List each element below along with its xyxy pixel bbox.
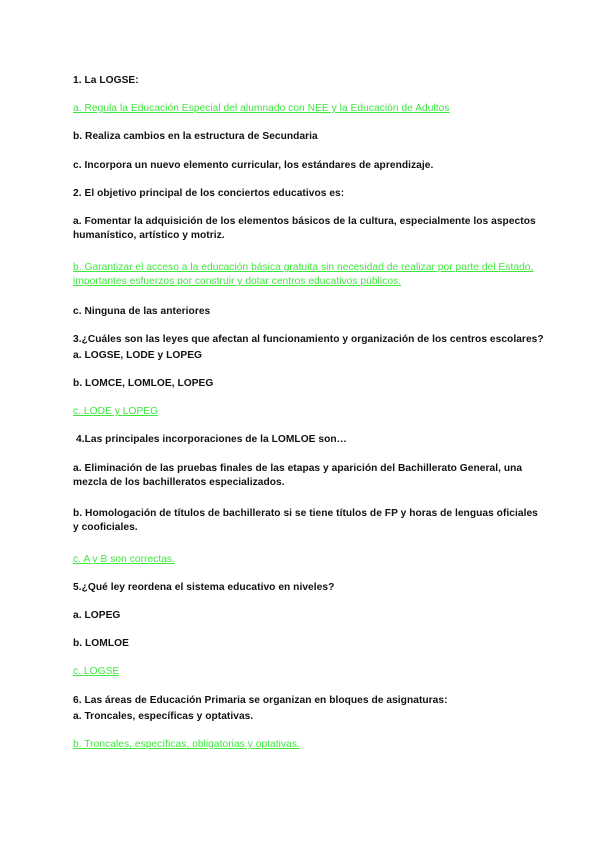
question-6-option-a: a. Troncales, específicas y optativas. [73,711,254,722]
question-1-prompt: 1. La LOGSE: [73,75,139,86]
question-6-option-b-correct: b. Troncales, específicas, obligatorias y optativas. [73,739,300,750]
question-5-prompt: 5.¿Qué ley reordena el sistema educativo en niveles? [73,582,335,593]
question-3-prompt: 3.¿Cuáles son las leyes que afectan al funcionamiento y organización de los centros escolares? [73,334,544,345]
question-3-option-a: a. LOGSE, LODE y LOPEG [73,350,203,361]
question-5-option-b: b. LOMLOE [73,638,129,649]
question-1-option-c: c. Incorpora un nuevo elemento curricular, los estándares de aprendizaje. [73,160,434,171]
question-4-option-a: a. Eliminación de las pruebas finales de las etapas y aparición del Bachillerato General, una mezcla de los bachilleratos especializados. [73,463,523,488]
question-2-option-a: a. Fomentar la adquisición de los elementos básicos de la cultura, especialmente los aspectos humanístico, artístico y motriz. [73,216,536,241]
question-3-option-c-correct: c. LODE y LOPEG [73,406,159,417]
question-5-option-c-correct: c. LOGSE [73,666,120,677]
question-5-option-a: a. LOPEG [73,610,121,621]
question-1-option-b: b. Realiza cambios en la estructura de Secundaria [73,131,318,142]
question-2-prompt: 2. El objetivo principal de los conciertos educativos es: [73,188,345,199]
question-4-option-b: b. Homologación de títulos de bachillerato si se tiene títulos de FP y horas de lenguas oficiales y cooficiales. [73,508,538,533]
question-2-option-c: c. Ninguna de las anteriores [73,306,211,317]
question-2-option-b-correct: b. Garantizar el acceso a la educación básica gratuita sin necesidad de realizar por parte del Estado, importantes esfuerzos por construir y dotar centros educativos públicos. [73,262,534,287]
question-6-prompt: 6. Las áreas de Educación Primaria se organizan en bloques de asignaturas: [73,695,448,706]
question-4-prompt: 4.Las principales incorporaciones de la LOMLOE son… [76,434,347,445]
question-1-option-a-correct: a. Regula la Educación Especial del alumnado con NEE y la Educación de Adultos [73,103,450,114]
question-4-option-c-correct: c. A y B son correctas. [73,554,175,565]
question-3-option-b: b. LOMCE, LOMLOE, LOPEG [73,378,214,389]
